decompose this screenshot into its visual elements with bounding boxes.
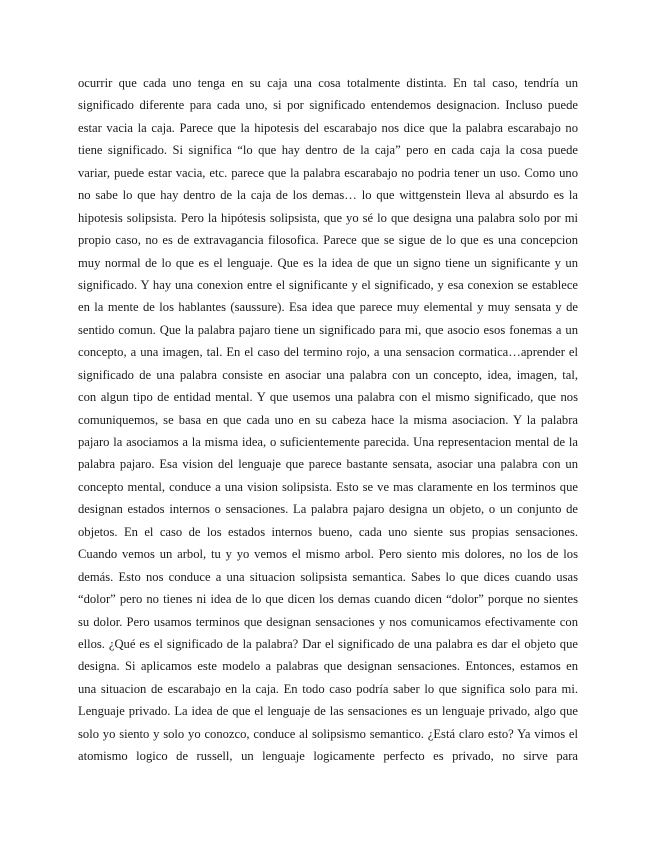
text-line: concepto, a una imagen, tal. En el caso del termino rojo, a una sensacion cormatica…aprender el	[78, 345, 578, 360]
text-line: propio caso, no es de extravagancia filosofica. Parece que se sigue de lo que es una concepcion	[78, 233, 578, 248]
text-line: Lenguaje privado. La idea de que el lenguaje de las sensaciones es un lenguaje privado, algo que	[78, 704, 578, 719]
text-line: designa. Si aplicamos este modelo a palabras que designan sensaciones. Entonces, estamos en	[78, 659, 578, 674]
text-line: ellos. ¿Qué es el significado de la palabra? Dar el significado de una palabra es dar el objeto que	[78, 636, 578, 651]
text-line: estar vacia la caja. Parece que la hipotesis del escarabajo nos dice que la palabra escarabajo no	[78, 120, 578, 135]
text-line: significado diferente para cada uno, si por significado entendemos designacion. Incluso puede	[78, 98, 578, 113]
text-line: su dolor. Pero usamos terminos que designan sensaciones y nos comunicamos efectivamente con	[78, 614, 578, 629]
text-line: comuniquemos, se basa en que cada uno en su cabeza hace la misma asociacion. Y la palabra	[78, 412, 578, 427]
text-line: “dolor” pero no tienes ni idea de lo que dicen los demas cuando dicen “dolor” porque no sientes	[78, 592, 578, 607]
text-line: una situacion de escarabajo en la caja. En todo caso podría saber lo que significa solo para mi.	[78, 681, 578, 696]
text-line: con algun tipo de entidad mental. Y que usemos una palabra con el mismo significado, que nos	[78, 390, 578, 405]
text-line: no sabe lo que hay dentro de la caja de los demas… lo que wittgenstein lleva al absurdo es la	[78, 188, 578, 203]
body-text	[78, 72, 578, 768]
text-line: objetos. En el caso de los estados internos bueno, cada uno siente sus propias sensaciones.	[78, 524, 578, 539]
text-line: concepto mental, conduce a una vision solipsista. Esto se ve mas claramente en los terminos que	[78, 479, 578, 494]
text-line: en la mente de los hablantes (saussure). Esa idea que parece muy elemental y muy sensata y de	[78, 300, 578, 315]
text-line: demás. Esto nos conduce a una situacion solipsista semantica. Sabes lo que dices cuando usas	[78, 569, 578, 584]
text-line: significado de una palabra consiste en asociar una palabra con un concepto, idea, imagen, tal,	[78, 367, 578, 382]
text-line: muy normal de lo que es el lenguaje. Que es la idea de que un signo tiene un significante y un	[78, 255, 578, 270]
text-line: hipotesis solipsista. Pero la hipótesis solipsista, que yo sé lo que designa una palabra solo por mi	[78, 210, 578, 225]
text-line: tiene significado. Si significa “lo que hay dentro de la caja” pero en cada caja la cosa puede	[78, 143, 578, 158]
text-line: sentido comun. Que la palabra pajaro tiene un significado para mi, que asocio esos fonemas a un	[78, 322, 578, 337]
text-line: Cuando vemos un arbol, tu y yo vemos el mismo arbol. Pero siento mis dolores, no los de los	[78, 547, 578, 562]
text-line: solo yo siento y solo yo conozco, conduce al solipsismo semantico. ¿Está claro esto? Ya vimos el	[78, 726, 578, 741]
text-line: designan estados internos o sensaciones. La palabra pajaro designa un objeto, o un conjunto de	[78, 502, 578, 517]
text-line: variar, puede estar vacia, etc. parece que la palabra escarabajo no podria tener un uso. Como uno	[78, 165, 578, 180]
text-line: atomismo logico de russell, un lenguaje logicamente perfecto es privado, no sirve para	[78, 749, 578, 764]
text-line: significado. Y hay una conexion entre el significante y el significado, y esa conexion se establece	[78, 277, 578, 292]
text-line: pajaro la asociamos a la misma idea, o suficientemente parecida. Una representacion mental de la	[78, 435, 578, 449]
text-line: palabra pajaro. Esa vision del lenguaje que parece bastante sensata, asociar una palabra con un	[78, 457, 578, 472]
text-line: ocurrir que cada uno tenga en su caja una cosa totalmente distinta. En tal caso, tendría un	[78, 76, 578, 90]
